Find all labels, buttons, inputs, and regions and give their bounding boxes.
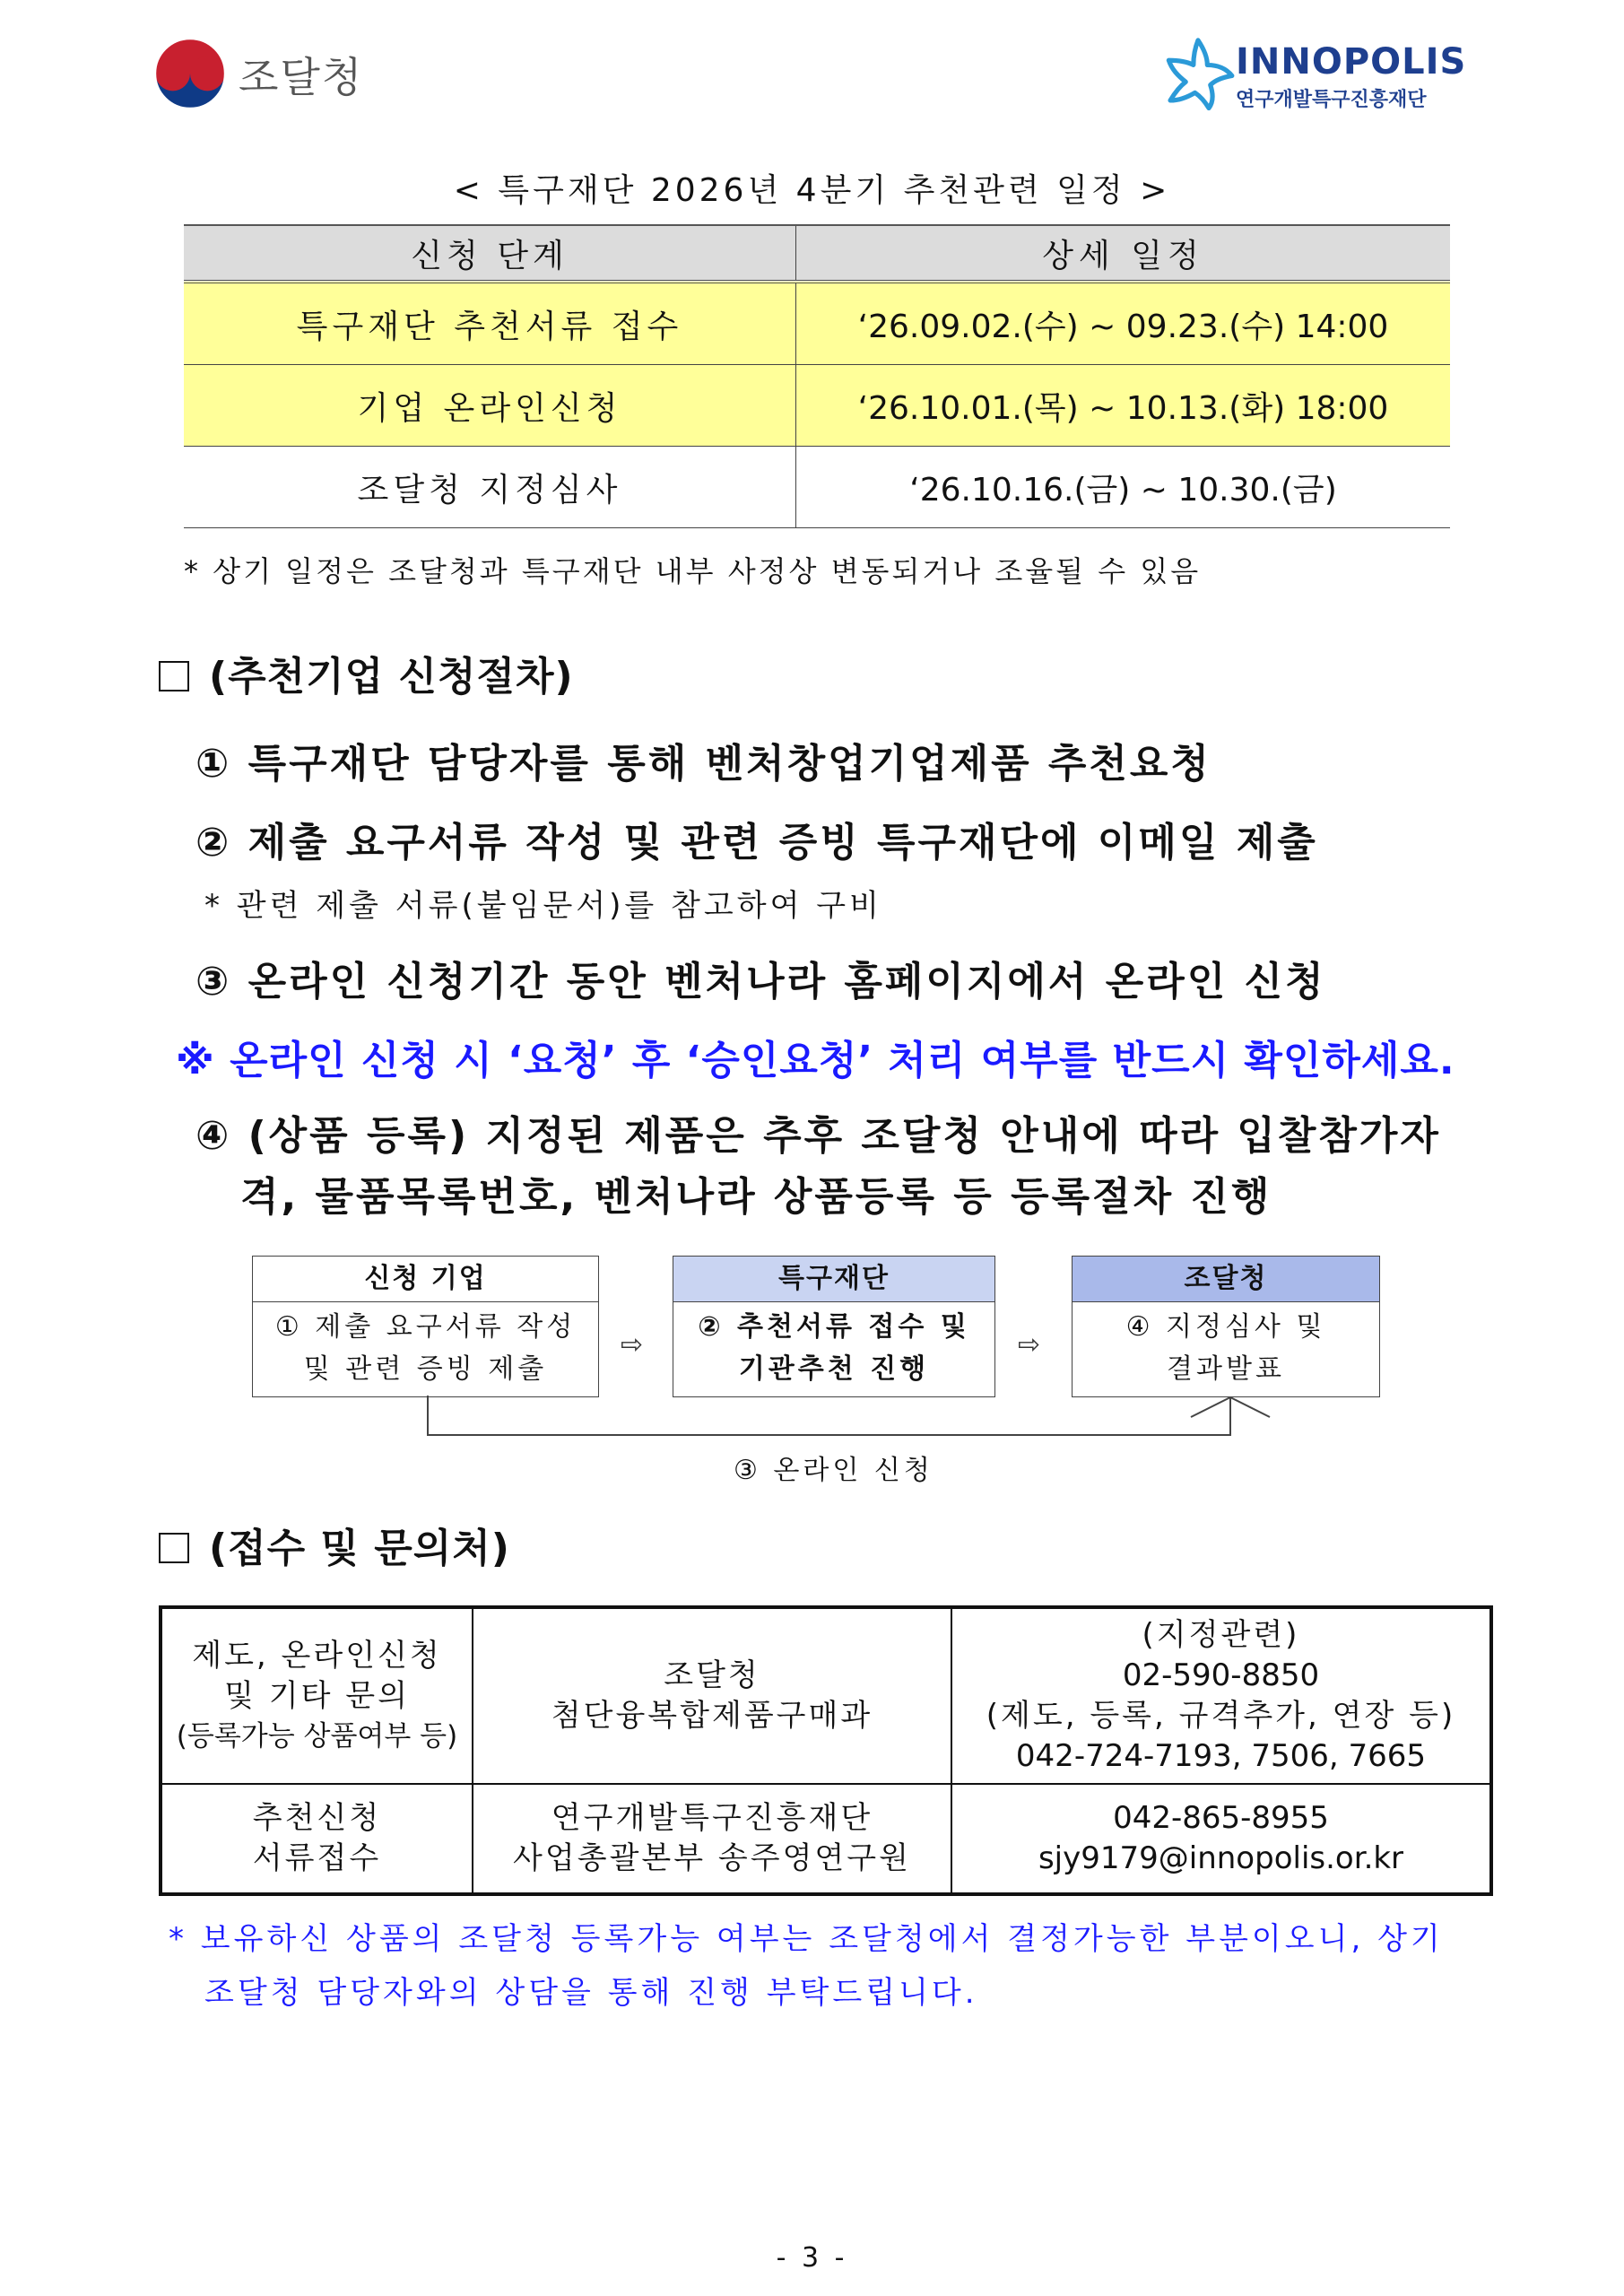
contact-organization-line: 연구개발특구진흥재단: [551, 1800, 873, 1836]
flow-box-line: 기관추천 진행: [738, 1353, 930, 1385]
contact-phone: 042-724-7193, 7506, 7665: [1015, 1738, 1427, 1774]
contact-table: [159, 1605, 1493, 1896]
contact-phone: 02-590-8850: [1122, 1657, 1320, 1693]
innopolis-logo-subtext: 연구개발특구진흥재단: [1236, 89, 1427, 111]
page-number: - 3 -: [776, 2242, 848, 2274]
procedure-heading-text: (추천기업 신청절차): [209, 654, 574, 700]
contact-organization: [473, 1784, 951, 1894]
schedule-period: ‘26.10.01.(목) ~ 10.13.(화) 18:00: [796, 365, 1451, 447]
contact-category-line: 서류접수: [252, 1840, 382, 1876]
contact-detail-line: (지정관련): [1142, 1617, 1300, 1653]
bottom-note-line: * 보유하신 상품의 조달청 등록가능 여부는 조달청에서 결정가능한 부분이오니, 상기: [169, 1921, 1444, 1957]
checkbox-square-icon: [159, 1533, 189, 1563]
contact-category-line: 제도, 온라인신청: [192, 1637, 442, 1674]
procedure-step-2: ② 제출 요구서류 작성 및 관련 증빙 특구재단에 이메일 제출: [195, 820, 1318, 865]
table-row: [161, 1784, 1491, 1894]
procedure-step-4-line2: 격, 물품목록번호, 벤처나라 상품등록 등 등록절차 진행: [240, 1174, 1272, 1220]
flow-box-line: 및 관련 증빙 제출: [303, 1353, 548, 1385]
procedure-step-4-line1: ④ (상품 등록) 지정된 제품은 추후 조달청 안내에 따라 입찰참가자: [195, 1113, 1441, 1159]
contact-organization: [473, 1607, 951, 1784]
schedule-stage: 기업 온라인신청: [184, 365, 796, 447]
bottom-note: [169, 1912, 1496, 2020]
schedule-period: ‘26.10.16.(금) ~ 10.30.(금): [796, 447, 1451, 528]
flow-arrow-icon: ⇨: [621, 1329, 644, 1361]
schedule-period: ‘26.09.02.(수) ~ 09.23.(수) 14:00: [796, 282, 1451, 365]
contact-email[interactable]: sjy9179@innopolis.or.kr: [1038, 1840, 1404, 1876]
contact-detail-line: (제도, 등록, 규격추가, 연장 등): [986, 1698, 1456, 1734]
schedule-stage: 조달청 지정심사: [184, 447, 796, 528]
contact-details: [951, 1607, 1491, 1784]
schedule-stage: 특구재단 추천서류 접수: [184, 282, 796, 365]
flow-box-line: 결과발표: [1167, 1353, 1285, 1385]
table-row: [161, 1607, 1491, 1784]
flow-arrow-icon: ⇨: [1018, 1329, 1041, 1361]
procedure-warning: ※ 온라인 신청 시 ‘요청’ 후 ‘승인요청’ 처리 여부를 반드시 확인하세요.: [176, 1038, 1455, 1083]
contact-organization-line: 사업총괄본부 송주영연구원: [513, 1840, 911, 1876]
contact-organization-line: 첨단융복합제품구매과: [551, 1698, 873, 1734]
flow-box-line: ① 제출 요구서류 작성: [274, 1311, 577, 1343]
flow-box-title: 특구재단: [673, 1257, 994, 1302]
flow-box-title: 조달청: [1073, 1257, 1379, 1302]
contact-organization-line: 조달청: [664, 1657, 760, 1693]
flow-box-title: 신청 기업: [253, 1257, 598, 1302]
schedule-header-period: 상세 일정: [796, 225, 1451, 282]
schedule-note: * 상기 일정은 조달청과 특구재단 내부 사정상 변동되거나 조율될 수 있음: [184, 554, 1202, 588]
procedure-step-3: ③ 온라인 신청기간 동안 벤처나라 홈페이지에서 온라인 신청: [195, 959, 1326, 1004]
contact-heading: [159, 1516, 510, 1573]
contact-heading-text: (접수 및 문의처): [209, 1526, 510, 1571]
innopolis-logo-text: INNOPOLIS: [1236, 41, 1467, 83]
schedule-header-stage: 신청 단계: [184, 225, 796, 282]
schedule-title: < 특구재단 2026년 4분기 추천관련 일정 >: [453, 172, 1171, 209]
contact-category-line: 및 기타 문의: [224, 1677, 410, 1714]
contact-category: [161, 1784, 473, 1894]
contact-details: [951, 1784, 1491, 1894]
contact-category-line: 추천신청: [252, 1800, 382, 1836]
contact-category-line: (등록가능 상품여부 등): [176, 1719, 458, 1752]
procedure-step-2-note: * 관련 제출 서류(붙임문서)를 참고하여 구비: [204, 888, 882, 924]
bottom-note-line: 조달청 담당자와의 상담을 통해 진행 부탁드립니다.: [204, 1975, 978, 2011]
flow-bottom-label: ③ 온라인 신청: [734, 1455, 934, 1486]
contact-category: [161, 1607, 473, 1784]
pps-logo-text: 조달청: [239, 53, 364, 101]
flow-box-line: ④ 지정심사 및: [1125, 1311, 1326, 1343]
procedure-step-1: ① 특구재단 담당자를 통해 벤처창업기업제품 추천요청: [195, 741, 1211, 787]
flow-box-line: ② 추천서류 접수 및: [698, 1311, 970, 1343]
contact-phone: 042-865-8955: [1113, 1800, 1329, 1836]
